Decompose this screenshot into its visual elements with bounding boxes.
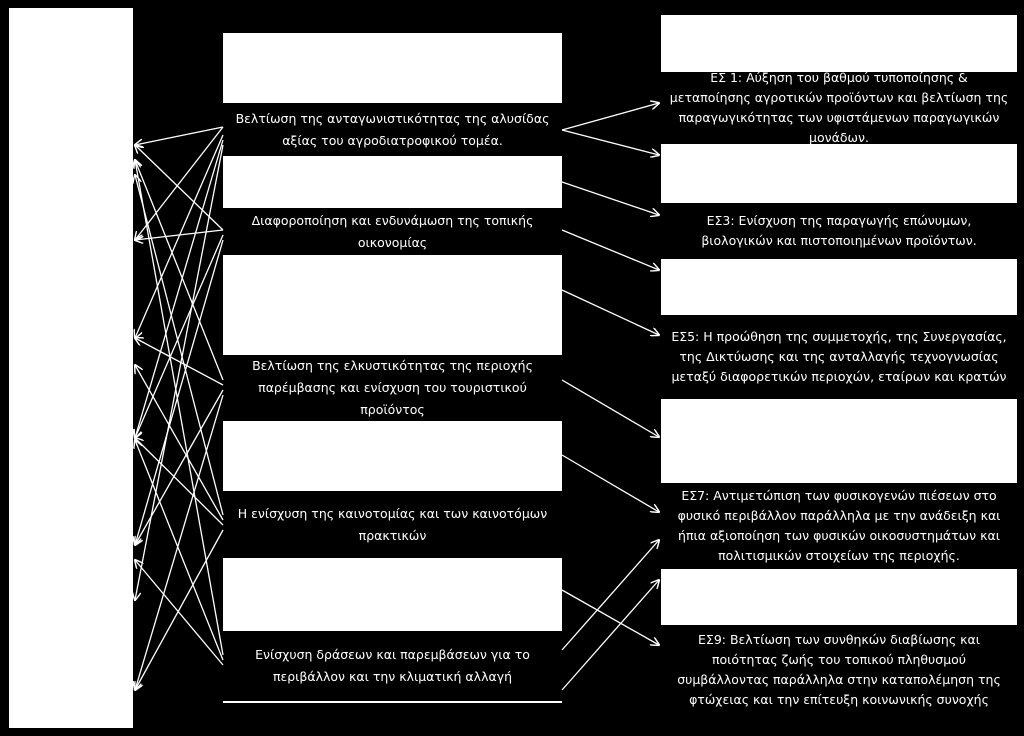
middle-objective-3-label: Βελτίωση της ελκυστικότητας της περιοχής παρέμβασης και ενίσχυση του τουριστικού προϊόντος xyxy=(252,358,533,417)
arrow-right xyxy=(562,130,659,155)
arrow-left xyxy=(135,440,223,660)
arrow-right xyxy=(562,290,659,335)
arrow-left xyxy=(135,438,223,525)
middle-objective-5-label: Ενίσχυση δράσεων και παρεμβάσεων για το περιβάλλον και την κλιματική αλλαγή xyxy=(255,647,530,684)
middle-objective-1-label: Βελτίωση της ανταγωνιστικότητας της αλυσίδας αξίας του αγροδιατροφικού τομέα. xyxy=(235,110,550,148)
arrow-right xyxy=(562,455,659,512)
arrow-right xyxy=(562,182,659,215)
arrow-left xyxy=(135,530,223,690)
middle-objective-4-label: Η ενίσχυση της καινοτομίας και των καινοτόμων πρακτικών xyxy=(237,505,548,543)
arrow-right xyxy=(562,590,659,645)
arrow-left xyxy=(135,560,223,665)
left-arrows xyxy=(135,127,223,690)
arrow-right xyxy=(562,103,659,130)
arrow-right xyxy=(562,580,659,690)
right-objective-es9-label: ΕΣ9: Βελτίωση των συνθηκών διαβίωσης και ποιότητας ζωής του τοπικού πληθυσμού συμβάλλοντας παράλληλα στην καταπολέμηση της φτώχειας και την επίτευξη κοινωνικής συνοχής xyxy=(677,632,1001,707)
arrow-left xyxy=(135,390,223,545)
right-arrows xyxy=(562,103,659,690)
arrow-left xyxy=(135,127,223,145)
right-objective-es1-label: ΕΣ 1: Αύξηση του βαθμού τυποποίησης & μεταποίησης αγροτικών προϊόντων και βελτίωση της παραγωγικότητας των υφιστάμενων παραγωγικών μονάδων. xyxy=(669,70,1009,145)
arrow-right xyxy=(562,540,659,650)
right-objective-es3-label: ΕΣ3: Ενίσχυση της παραγωγής επώνυμων, βιολογικών και πιστοποιημένων προϊόντων. xyxy=(701,213,977,248)
arrow-left xyxy=(135,145,223,230)
right-objective-es5-label: ΕΣ5: Η προώθηση της συμμετοχής, της Συνεργασίας, της Δικτύωσης και της ανταλλαγής τεχνογνωσίας μεταξύ διαφορετικών περιοχών, εταίρων και κρατών xyxy=(671,329,1007,384)
middle-objective-2-label: Διαφοροποίηση και ενδυνάμωση της τοπικής οικονομίας xyxy=(251,212,534,250)
arrow-right xyxy=(562,230,659,270)
right-objective-es7-label: ΕΣ7: Αντιμετώπιση των φυσικογενών πιέσεων στο φυσικό περιβάλλον παράλληλα με την ανάδειξη και ήπια αξιοποίηση των φυσικών οικοσυστημάτων και πολιτισμικών στοιχείων της περιοχής. xyxy=(677,488,1001,563)
arrow-left xyxy=(135,145,223,600)
arrow-right xyxy=(562,380,659,437)
arrow-left xyxy=(135,395,223,690)
arrow-left xyxy=(135,365,223,520)
